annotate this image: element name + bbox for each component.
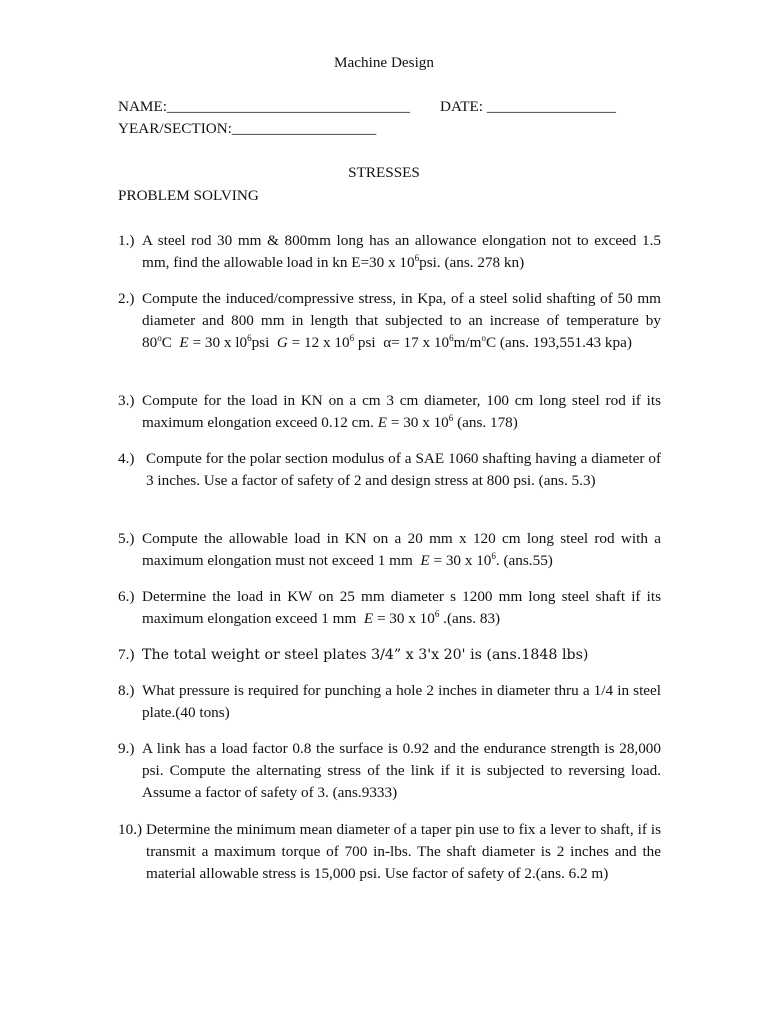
- problem-number: 1.): [118, 232, 135, 249]
- year-section-field-label: YEAR/SECTION:___________________: [118, 120, 377, 137]
- problem-text: A link has a load factor 0.8 the surface is 0.92 and the endurance strength is 28,000 psi. Compute the alternating stress of the link if it is subjected to reversing load. Assume a factor of safety of 3. (ans.9333): [142, 740, 661, 801]
- course-title: Machine Design: [334, 54, 434, 71]
- problem-number: 9.): [118, 740, 135, 757]
- problem-number: 5.): [118, 530, 135, 547]
- problem-item: [118, 528, 661, 572]
- problem-item: [118, 644, 661, 666]
- problem-number: 7.): [118, 646, 135, 663]
- problem-number: 8.): [118, 682, 135, 699]
- problem-item: [118, 819, 661, 885]
- name-field-label: NAME:________________________________: [118, 98, 410, 115]
- problem-item: [118, 738, 661, 804]
- problem-number: 4.): [118, 450, 135, 467]
- problem-number: 2.): [118, 290, 135, 307]
- problem-item: [118, 390, 661, 434]
- problem-text: Compute for the load in KN on a cm 3 cm diameter, 100 cm long steel rod if its maximum elongation exceed 0.12 cm. E = 30 x $10^6$ (ans. 178): [142, 392, 661, 431]
- problem-item: [118, 230, 661, 274]
- problem-number: 6.): [118, 588, 135, 605]
- date-field-label: DATE: _________________: [440, 98, 616, 115]
- problem-item: [118, 586, 661, 630]
- problem-number: 10.): [118, 821, 143, 838]
- problem-text: Compute the allowable load in KN on a 20 mm x 120 cm long steel rod with a maximum elongation must not exceed 1 mm E = 30 x $10^6$. (ans.55): [142, 530, 661, 569]
- section-title: STRESSES: [348, 164, 420, 181]
- problem-item: [118, 288, 661, 354]
- problem-text: Compute the induced/compressive stress, in Kpa, of a steel solid shafting of 50 mm diameter and 800 mm in length that subjected to an increase of temperature by 80$^o$C E = 30 x $l0^6psi$ G = 12 x $10^6$ psi α= 17 x $10^6m/m^oC$ (ans. 193,551.43 kpa): [142, 290, 661, 351]
- problem-text: A steel rod 30 mm & 800mm long has an allowance elongation not to exceed 1.5 mm, find the allowable load in kn E=30 x $10^6psi$. (ans. 278 kn): [142, 232, 661, 271]
- problem-text: Determine the load in KW on 25 mm diameter s 1200 mm long steel shaft if its maximum elongation exceed 1 mm E = 30 x $10^6$ .(ans. 83): [142, 588, 661, 627]
- problem-text: What pressure is required for punching a hole 2 inches in diameter thru a 1/4 in steel plate.(40 tons): [142, 682, 661, 721]
- section-subtitle: PROBLEM SOLVING: [118, 187, 259, 204]
- problem-number: 3.): [118, 392, 135, 409]
- problem-item: [118, 680, 661, 724]
- problem-text: Determine the minimum mean diameter of a taper pin use to fix a lever to shaft, if is transmit a maximum torque of 700 in-lbs. The shaft diameter is 2 inches and the material allowable stress is 15,000 psi. Use factor of safety of 2.(ans. 6.2 m): [146, 821, 661, 882]
- problem-item: [118, 448, 661, 492]
- problem-text: The total weight or steel plates 3/4” x 3'x 20' is (ans.1848 lbs): [142, 647, 589, 663]
- problem-text: Compute for the polar section modulus of a SAE 1060 shafting having a diameter of 3 inches. Use a factor of safety of 2 and design stress at 800 psi. (ans. 5.3): [146, 450, 661, 489]
